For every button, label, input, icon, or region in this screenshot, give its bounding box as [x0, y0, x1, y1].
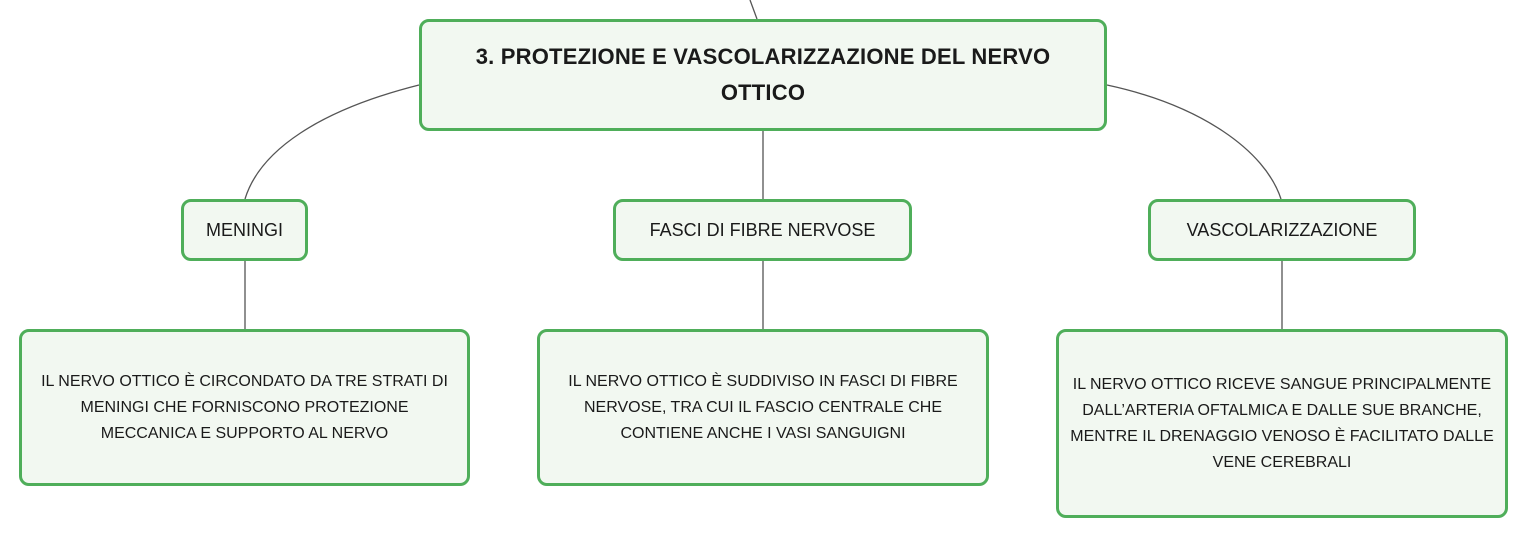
topic-node-meningi[interactable]	[181, 199, 308, 261]
description-text-vascolarizzazione: IL NERVO OTTICO RICEVE SANGUE PRINCIPALMENTE DALL’ARTERIA OFTALMICA E DALLE SUE BRANCHE, MENTRE IL DRENAGGIO VENOSO È FACILITATO DALLE VENE CEREBRALI	[1070, 375, 1494, 471]
root-node[interactable]	[419, 19, 1107, 131]
topic-node-vascolarizzazione[interactable]	[1148, 199, 1416, 261]
root-title: 3. PROTEZIONE E VASCOLARIZZAZIONE DEL NERVO OTTICO	[475, 44, 1051, 105]
description-text-meningi: IL NERVO OTTICO È CIRCONDATO DA TRE STRATI DI MENINGI CHE FORNISCONO PROTEZIONE MECCANICA E SUPPORTO AL NERVO	[41, 372, 448, 442]
topic-label-fasci-di-fibre-nervose: FASCI DI FIBRE NERVOSE	[649, 220, 876, 240]
connector-root-to-vascolarizzazione	[1107, 85, 1281, 199]
topic-label-vascolarizzazione: VASCOLARIZZAZIONE	[1186, 220, 1378, 240]
connector-root-to-meningi	[245, 85, 419, 199]
topic-node-fasci-di-fibre-nervose[interactable]	[613, 199, 912, 261]
description-node-meningi[interactable]	[19, 329, 470, 486]
topic-label-meningi: MENINGI	[205, 220, 283, 240]
description-text-fasci-di-fibre-nervose: IL NERVO OTTICO È SUDDIVISO IN FASCI DI FIBRE NERVOSE, TRA CUI IL FASCIO CENTRALE CHE CONTIENE ANCHE I VASI SANGUIGNI	[568, 372, 958, 442]
description-node-vascolarizzazione[interactable]	[1056, 329, 1508, 518]
connector-parent-to-root	[750, 0, 757, 19]
description-node-fasci-di-fibre-nervose[interactable]	[537, 329, 989, 486]
